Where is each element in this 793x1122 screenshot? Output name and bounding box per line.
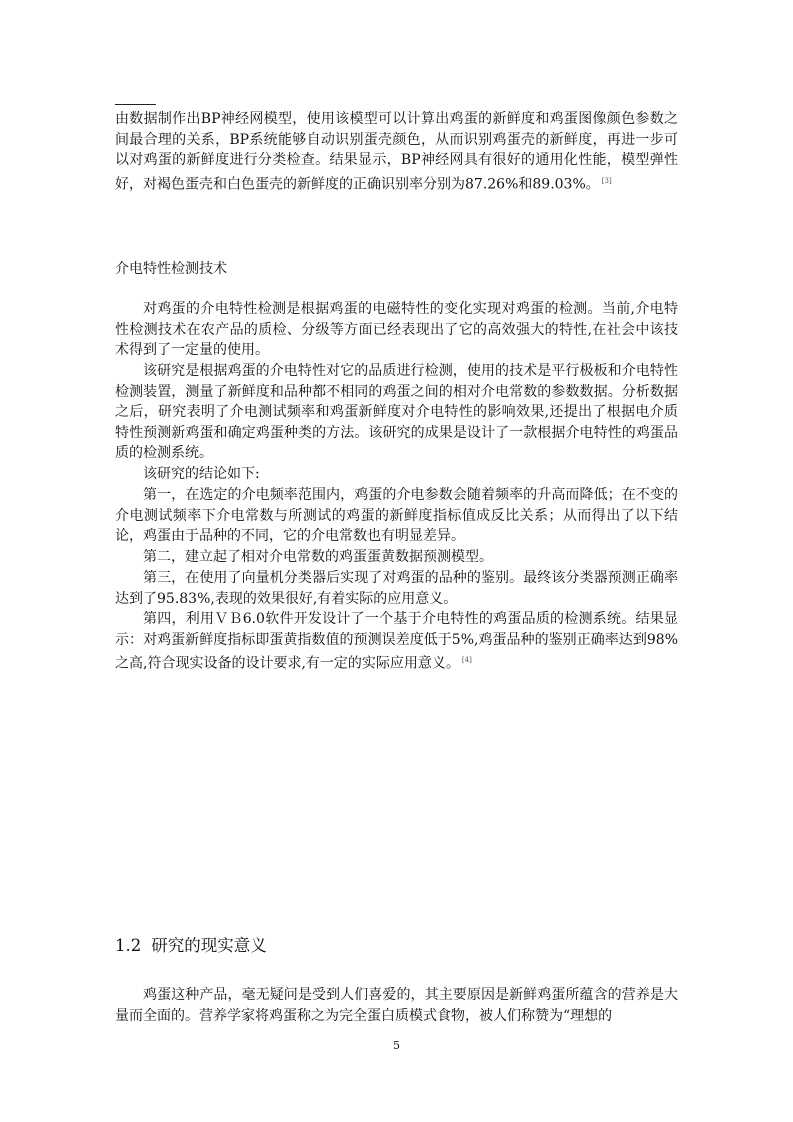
section-paragraph: 鸡蛋这种产品，毫无疑问是受到人们喜爱的，其主要原因是新鲜鸡蛋所蕴含的营养是大量而全面的。营养学家将鸡蛋称之为完全蛋白质模式食物，被人们称赞为“理想的 (115, 987, 678, 1024)
paragraph-conclusion-second: 第二，建立起了相对介电常数的鸡蛋蛋黄数据预测模型。 (143, 549, 493, 565)
paragraph-conclusion-first: 第一，在选定的介电频率范围内，鸡蛋的介电参数会随着频率的升高而降低；在不变的介电测试频率下介电常数与所测试的鸡蛋的新鲜度指标值成反比关系；从而得出了以下结论，鸡蛋由于品种的不同，它的介电常数也有明显差异。 (115, 487, 678, 545)
paragraph-conclusion-lead: 该研究的结论如下: (143, 466, 260, 482)
paragraph-conclusion-fourth-text: 第四，利用ＶＢ6.0软件开发设计了一个基于介电特性的鸡蛋品质的检测系统。结果显示：对鸡蛋新鲜度指标即蛋黄指数值的预测误差度低于5%,鸡蛋品种的鉴别正确率达到98%之高,符合现实设备的设计要求,有一定的实际应用意义。 (115, 611, 678, 672)
paragraph-research: 该研究是根据鸡蛋的介电特性对它的品质进行检测，使用的技术是平行极板和介电特性检测装置，测量了新鲜度和品种都不相同的鸡蛋之间的相对介电常数的参数数据。分析数据之后，研究表明了介电测试频率和鸡蛋新鲜度对介电特性的影响效果,还提出了根据电介质特性预测新鸡蛋和确定鸡蛋种类的方法。该研究的成果是设计了一款根据介电特性的鸡蛋品质的检测系统。 (115, 363, 678, 462)
section-title: 研究的现实意义 (151, 936, 267, 955)
footnote-separator-line (115, 104, 156, 105)
citation-4: [4] (461, 656, 472, 665)
page-number: 5 (393, 1039, 400, 1052)
paragraph-conclusion-fourth (115, 609, 678, 674)
subheading-dielectric-detection: 介电特性检测技术 (115, 261, 227, 277)
section-heading (115, 932, 267, 956)
top-paragraph-text: 由数据制作出BP神经网模型，使用该模型可以计算出鸡蛋的新鲜度和鸡蛋图像颜色参数之间最合理的关系，BP系统能够自动识别蛋壳颜色，从而识别鸡蛋壳的新鲜度，再进一步可以对鸡蛋的新鲜度进行分类检查。结果显示，BP神经网具有很好的通用化性能，模型弹性好，对褐色蛋壳和白色蛋壳的新鲜度的正确识别率分别为87.26%和89.03%。 (115, 111, 678, 193)
top-paragraph (115, 109, 678, 195)
citation-3: [3] (601, 176, 612, 185)
paragraph-intro: 对鸡蛋的介电特性检测是根据鸡蛋的电磁特性的变化实现对鸡蛋的检测。当前,介电特性检测技术在农产品的质检、分级等方面已经表现出了它的高效强大的特性,在社会中该技术得到了一定量的使用。 (115, 301, 678, 359)
paragraph-conclusion-third: 第三，在使用了向量机分类器后实现了对鸡蛋的品种的鉴别。最终该分类器预测正确率达到了95.83%,表现的效果很好,有着实际的应用意义。 (115, 570, 678, 607)
section-number: 1.2 (115, 936, 142, 955)
